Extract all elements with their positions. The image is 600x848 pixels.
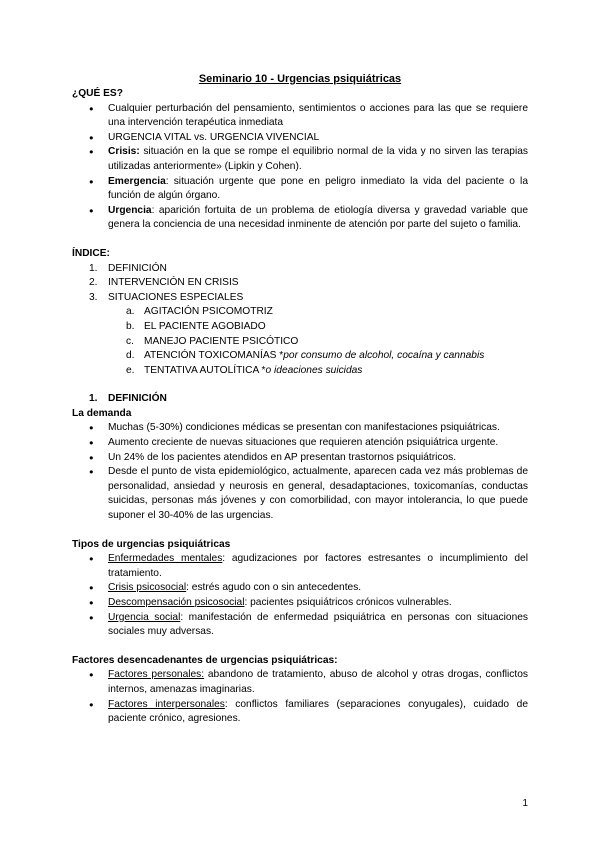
list-item: ● Muchas (5-30%) condiciones médicas se presentan con manifestaciones psiquiátricas. <box>72 421 528 436</box>
list-item <box>72 102 528 131</box>
list-item-label: Crisis: <box>108 146 140 158</box>
list-item-label: Factores interpersonales <box>108 698 225 710</box>
que-es-list <box>72 102 528 233</box>
list-item <box>72 698 528 727</box>
indice-item-text: DEFINICIÓN <box>108 262 167 274</box>
indice-sublist <box>72 305 528 378</box>
indice-subitem <box>72 364 528 379</box>
list-item <box>72 611 528 640</box>
indice-subitem-letter: c. <box>126 335 134 347</box>
indice-list <box>72 262 528 306</box>
list-item-label: Emergencia <box>108 175 166 187</box>
indice-item-number: 2. <box>89 277 98 289</box>
indice-subitem <box>72 320 528 335</box>
list-item <box>72 131 528 146</box>
list-item-text: URGENCIA VITAL vs. URGENCIA VIVENCIAL <box>108 131 320 143</box>
factores-heading: Factores desencadenantes de urgencias psiquiátricas: <box>72 654 338 666</box>
list-item <box>72 596 528 611</box>
indice-item <box>72 291 528 306</box>
list-item-text: : situación urgente que pone en peligro inmediato la vida del paciente o la función de algún órgano. <box>108 175 528 202</box>
section-heading-list <box>72 392 528 407</box>
demanda-list <box>72 421 528 523</box>
indice-subitem-text: ATENCIÓN TOXICOMANÍAS * <box>144 350 284 362</box>
indice-subitem-letter: b. <box>126 320 135 332</box>
list-item <box>72 581 528 596</box>
indice-subitem-text: TENTATIVA AUTOLÍTICA * <box>144 364 266 376</box>
indice-item-text: INTERVENCIÓN EN CRISIS <box>108 277 239 289</box>
list-item-text: : agudizaciones por factores estresantes o incumplimiento del tratamiento. <box>108 553 528 579</box>
indice-subitem <box>72 349 528 364</box>
list-item-text: : conflictos familiares (separaciones conyugales), cuidado de paciente crónico, agresiones. <box>108 698 529 725</box>
list-item-text: abandono de tratamiento, abuso de alcohol y otras drogas, conflictos internos, amenazas imaginarias. <box>108 669 528 695</box>
page-content <box>72 72 528 727</box>
demanda-heading: La demanda <box>72 407 132 419</box>
indice-subitem-text: EL PACIENTE AGOBIADO <box>144 320 266 332</box>
indice-subitem-note: por consumo de alcohol, cocaína y cannabis <box>283 350 485 362</box>
indice-item-text: SITUACIONES ESPECIALES <box>108 291 244 303</box>
list-item-label: Crisis psicosocial <box>108 582 187 594</box>
indice-subitem-text: MANEJO PACIENTE PSICÓTICO <box>144 335 299 347</box>
section-number: 1. <box>89 393 98 405</box>
indice-item <box>72 276 528 291</box>
section-title: DEFINICIÓN <box>108 393 167 405</box>
indice-item <box>72 262 528 277</box>
list-item-text: Cualquier perturbación del pensamiento, sentimientos o acciones para las que se requiere una intervención terapéutica inmediata <box>108 102 528 129</box>
indice-subitem-letter: e. <box>126 364 135 376</box>
indice-item-number: 1. <box>89 262 98 274</box>
que-es-heading: ¿QUÉ ES? <box>72 88 123 99</box>
factores-list <box>72 668 528 726</box>
list-item-text: : pacientes psiquiátricos crónicos vulnerables. <box>244 597 452 608</box>
list-item-text: : estrés agudo con o sin antecedentes. <box>186 582 362 594</box>
indice-subitem-note: o ideaciones suicidas <box>265 364 363 376</box>
page-title: Seminario 10 - Urgencias psiquiátricas <box>198 73 402 85</box>
list-item: ● Desde el punto de vista epidemiológico, actualmente, aparecen cada vez más problemas de personalidad, ansiedad y neurosis en general, desadaptaciones, toxicomanías, conductas suicidas, personas más jóvenes y con comorbilidad, con mayor intolerancia, lo que puede suponer el 30-40% de las urgencias. <box>72 465 528 523</box>
indice-subitem-letter: a. <box>126 306 135 318</box>
section-heading <box>72 392 528 407</box>
indice-subitem <box>72 335 528 350</box>
list-item-label: Factores personales: <box>108 669 205 681</box>
indice-subitem-letter: d. <box>126 350 135 362</box>
tipos-heading: Tipos de urgencias psiquiátricas <box>72 538 231 550</box>
list-item-label: Urgencia social <box>108 611 181 623</box>
indice-item-number: 3. <box>89 291 98 303</box>
list-item <box>72 145 528 174</box>
list-item <box>72 552 528 581</box>
list-item: ● Un 24% de los pacientes atendidos en AP presentan trastornos psiquiátricos. <box>72 451 528 466</box>
list-item: ● Aumento creciente de nuevas situaciones que requieren atención psiquiátrica urgente. <box>72 436 528 451</box>
tipos-list <box>72 552 528 640</box>
page-number: 1 <box>522 798 528 809</box>
list-item-text: : manifestación de enfermedad psiquiátrica en personas con situaciones sociales muy adversas. <box>108 611 528 638</box>
list-item-label: Urgencia <box>108 204 152 216</box>
indice-heading: ÍNDICE: <box>72 247 110 259</box>
indice-subitem-text: AGITACIÓN PSICOMOTRIZ <box>144 306 273 318</box>
list-item <box>72 175 528 204</box>
list-item-text: situación en la que se rompe el equilibrio normal de la vida y no sirven las terapias utilizadas anteriormente» (Lipkin y Cohen). <box>108 146 528 172</box>
list-item <box>72 204 528 233</box>
list-item-label: Enfermedades mentales <box>108 553 223 565</box>
list-item-text: : aparición fortuita de un problema de etiología diversa y gravedad variable que genera la conciencia de una necesidad inminente de atención por parte del sujeto o familia. <box>108 204 528 231</box>
indice-subitem <box>72 305 528 320</box>
list-item-label: Descompensación psicosocial <box>108 597 245 608</box>
list-item <box>72 668 528 697</box>
